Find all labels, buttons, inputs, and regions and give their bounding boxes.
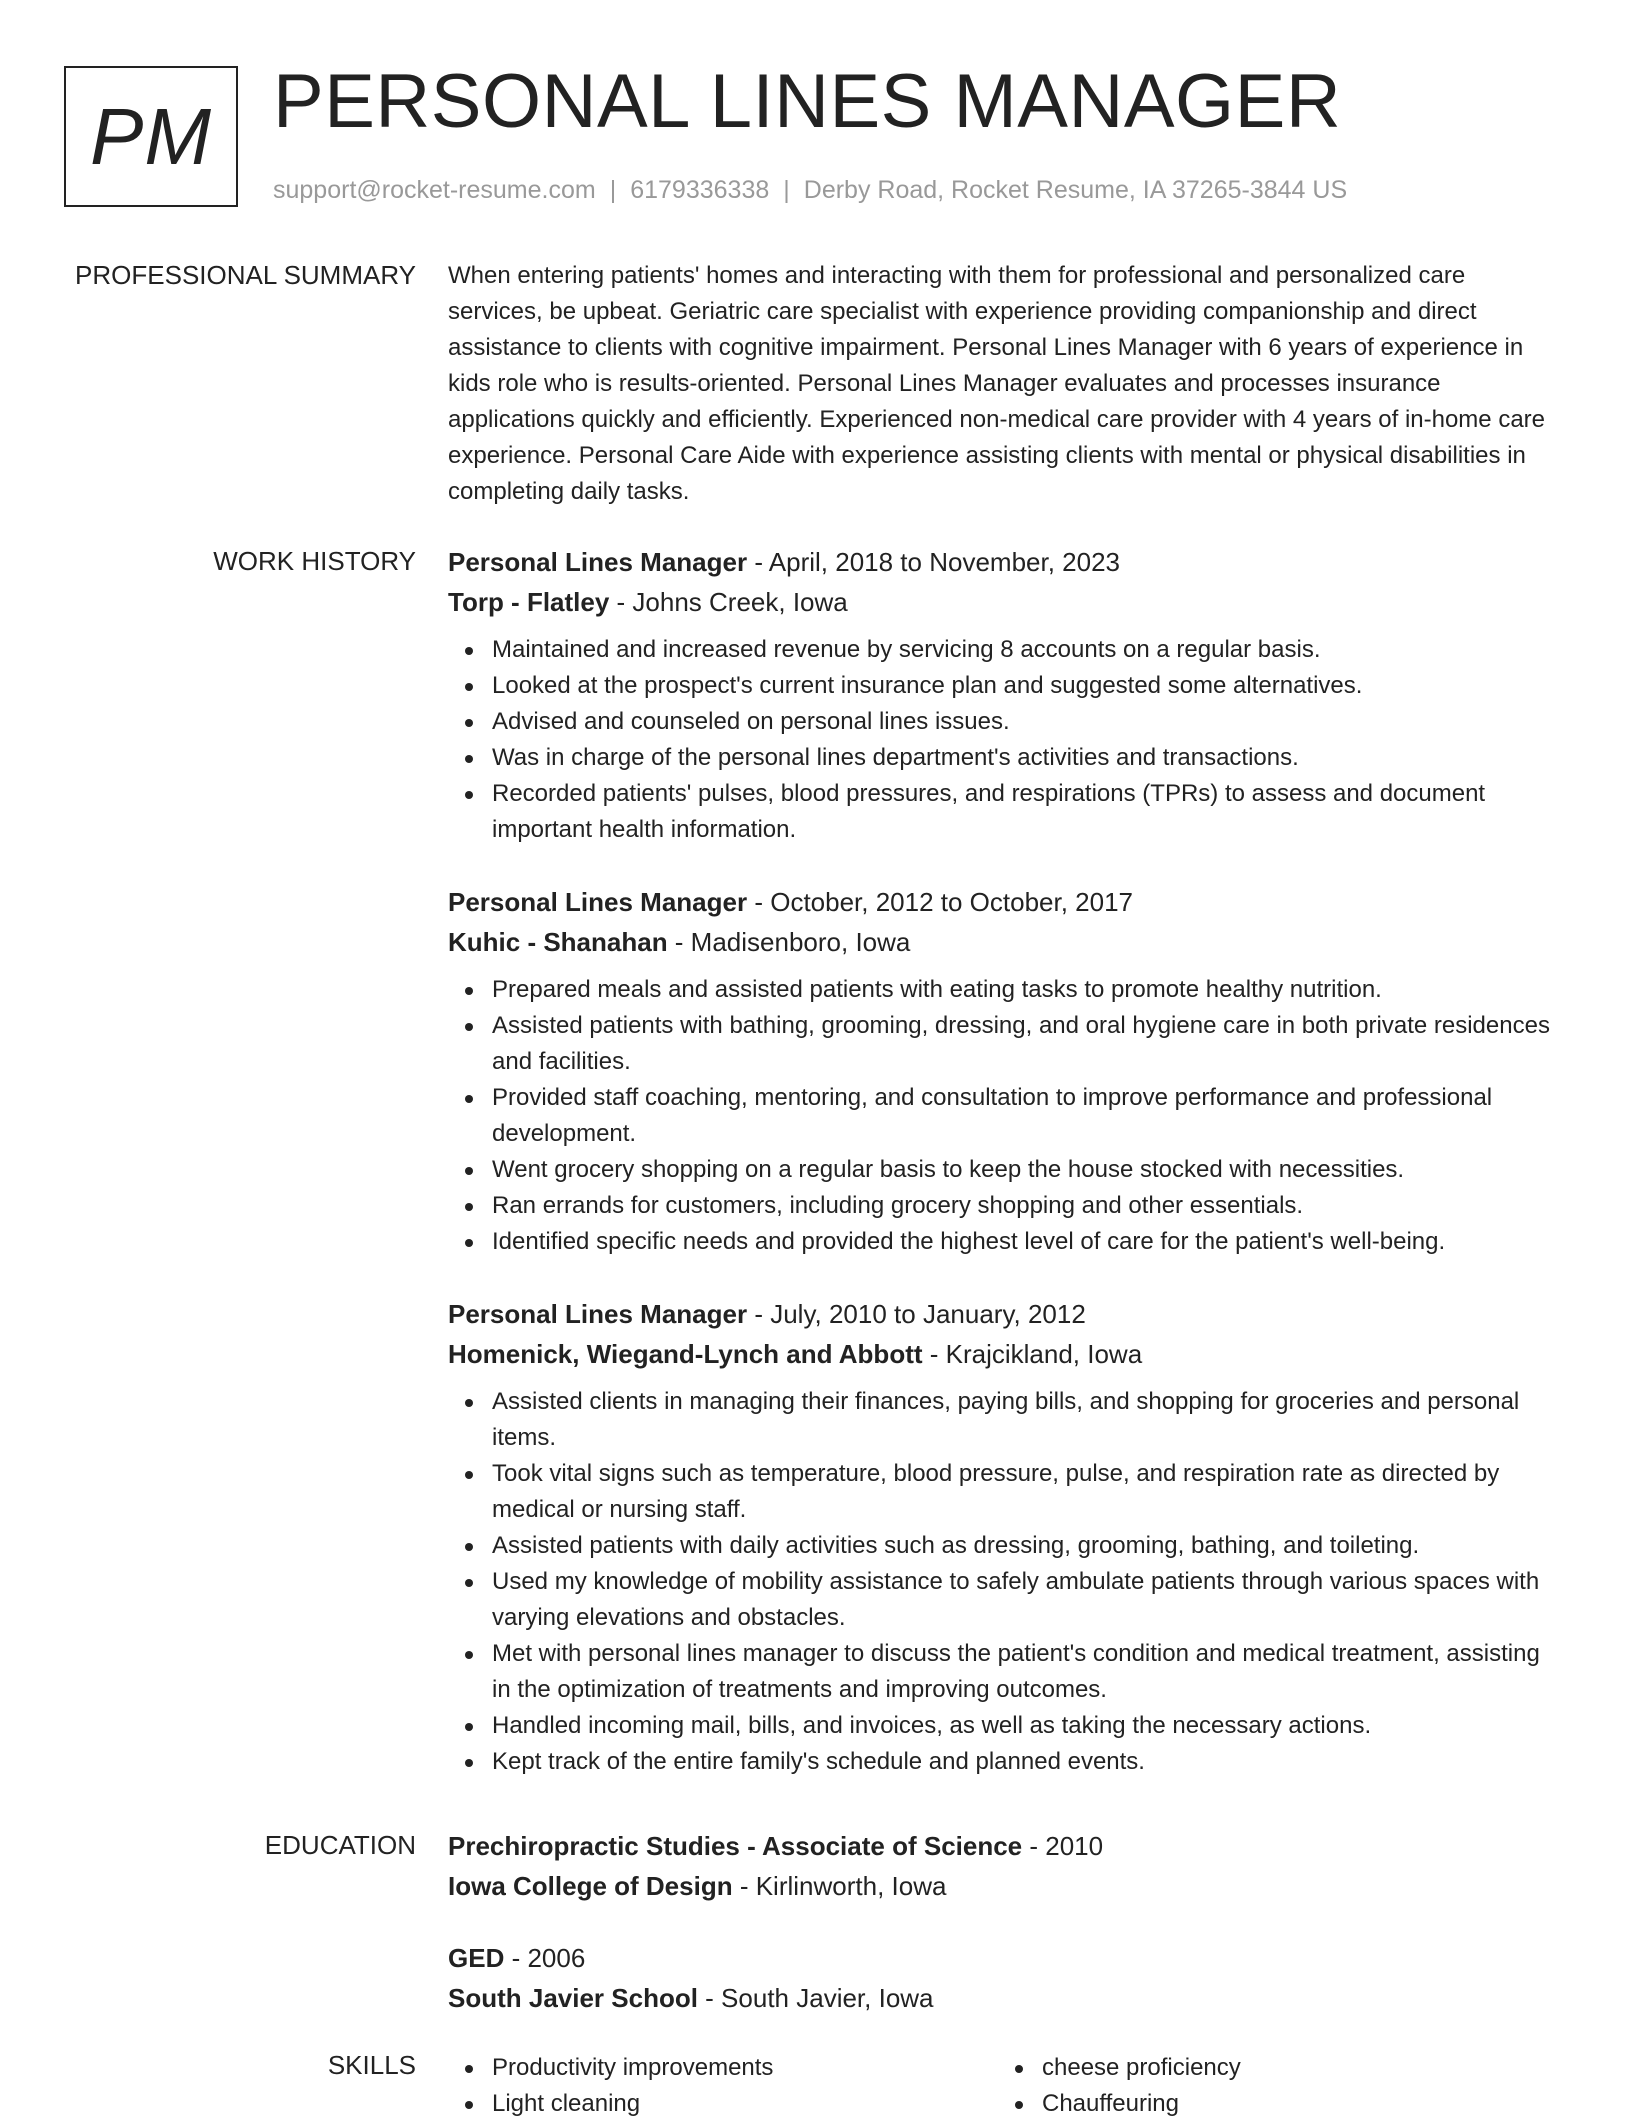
skills-grid — [448, 2050, 1560, 2122]
skills-column — [998, 2050, 1548, 2122]
summary-text: When entering patients' homes and interacting with them for professional and personalized care services, be upbeat. Geriatric care specialist with experience providing companionship and direct assistance to clients with cognitive impairment. Personal Lines Manager with 6 years of experience in kids role who is results-oriented. Personal Lines Manager evaluates and processes insurance applications quickly and efficiently. Experienced non-medical care provider with 4 years of in-home care experience. Personal Care Aide with experience assisting clients with mental or physical disabilities in completing daily tasks. — [448, 262, 1546, 505]
job-bullets — [448, 972, 1560, 1260]
skill-item: Productivity improvements — [448, 2050, 998, 2086]
list-item: Recorded patients' pulses, blood pressures, and respirations (TPRs) to assess and document important health information. — [448, 776, 1560, 848]
resume-name: PERSONAL LINES MANAGER — [273, 59, 1342, 144]
contact-address: Derby Road, Rocket Resume, IA 37265-3844 US — [803, 176, 1348, 204]
education-location: - Kirlinworth, Iowa — [732, 1871, 947, 1901]
job-location: - Krajcikland, Iowa — [922, 1339, 1143, 1369]
job-company: Torp - Flatley — [448, 587, 610, 617]
section-label: EDUCATION — [264, 1830, 416, 1860]
skill-item: Chauffeuring — [998, 2086, 1548, 2122]
education-school: South Javier School — [448, 1983, 698, 2013]
education-entry — [448, 1826, 1560, 1906]
education-school: Iowa College of Design — [448, 1871, 733, 1901]
job-title: Personal Lines Manager — [448, 887, 748, 917]
job-company-line — [448, 582, 1560, 622]
skills-column — [448, 2050, 998, 2122]
list-item: Identified specific needs and provided the highest level of care for the patient's well-being. — [448, 1224, 1560, 1260]
education-year: - 2006 — [504, 1943, 586, 1973]
job-location: - Johns Creek, Iowa — [609, 587, 848, 617]
list-item: Maintained and increased revenue by servicing 8 accounts on a regular basis. — [448, 632, 1560, 668]
contact-separator: | — [609, 176, 617, 204]
job-title-line — [448, 882, 1560, 922]
list-item: Advised and counseled on personal lines issues. — [448, 704, 1560, 740]
section-label: SKILLS — [327, 2050, 416, 2080]
contact-email[interactable]: support@rocket-resume.com — [273, 176, 596, 204]
list-item: Looked at the prospect's current insurance plan and suggested some alternatives. — [448, 668, 1560, 704]
job-company-line — [448, 1334, 1560, 1374]
job-location: - Madisenboro, Iowa — [667, 927, 911, 957]
monogram-logo — [64, 66, 238, 207]
job-dates: - April, 2018 to November, 2023 — [747, 547, 1120, 577]
job-company-line — [448, 922, 1560, 962]
job-entry — [448, 542, 1560, 848]
education-school-line — [448, 1866, 1560, 1906]
education-degree-line — [448, 1826, 1560, 1866]
list-item: Was in charge of the personal lines department's activities and transactions. — [448, 740, 1560, 776]
list-item: Ran errands for customers, including grocery shopping and other essentials. — [448, 1188, 1560, 1224]
list-item: Prepared meals and assisted patients with eating tasks to promote healthy nutrition. — [448, 972, 1560, 1008]
list-item: Went grocery shopping on a regular basis to keep the house stocked with necessities. — [448, 1152, 1560, 1188]
skill-item: cheese proficiency — [998, 2050, 1548, 2086]
job-entry — [448, 882, 1560, 1260]
section-label: PROFESSIONAL SUMMARY — [75, 260, 416, 290]
job-title: Personal Lines Manager — [448, 1299, 748, 1329]
education-degree: GED — [448, 1943, 505, 1973]
education-location: - South Javier, Iowa — [697, 1983, 934, 2013]
job-title: Personal Lines Manager — [448, 547, 748, 577]
job-entry — [448, 1294, 1560, 1780]
job-bullets — [448, 632, 1560, 848]
section-label: WORK HISTORY — [213, 546, 416, 576]
list-item: Handled incoming mail, bills, and invoices, as well as taking the necessary actions. — [448, 1708, 1560, 1744]
job-dates: - October, 2012 to October, 2017 — [747, 887, 1134, 917]
list-item: Used my knowledge of mobility assistance to safely ambulate patients through various spaces with varying elevations and obstacles. — [448, 1564, 1560, 1636]
education-degree-line — [448, 1938, 1560, 1978]
job-company: Kuhic - Shanahan — [448, 927, 668, 957]
list-item: Kept track of the entire family's schedule and planned events. — [448, 1744, 1560, 1780]
job-company: Homenick, Wiegand-Lynch and Abbott — [448, 1339, 923, 1369]
skill-item: Light cleaning — [448, 2086, 998, 2122]
monogram-text: PM — [90, 91, 212, 181]
contact-phone[interactable]: 6179336338 — [630, 176, 770, 204]
education-school-line — [448, 1978, 1560, 2018]
contact-info — [273, 176, 1347, 205]
job-bullets — [448, 1384, 1560, 1780]
list-item: Took vital signs such as temperature, blood pressure, pulse, and respiration rate as directed by medical or nursing staff. — [448, 1456, 1560, 1528]
job-title-line — [448, 1294, 1560, 1334]
list-item: Assisted patients with daily activities such as dressing, grooming, bathing, and toileting. — [448, 1528, 1560, 1564]
contact-separator: | — [783, 176, 790, 204]
list-item: Provided staff coaching, mentoring, and consultation to improve performance and professional development. — [448, 1080, 1560, 1152]
education-entry — [448, 1938, 1560, 2018]
education-degree: Prechiropractic Studies - Associate of Science — [448, 1831, 1023, 1861]
list-item: Assisted patients with bathing, grooming, dressing, and oral hygiene care in both private residences and facilities. — [448, 1008, 1560, 1080]
education-year: - 2010 — [1022, 1831, 1104, 1861]
list-item: Met with personal lines manager to discuss the patient's condition and medical treatment, assisting in the optimization of treatments and improving outcomes. — [448, 1636, 1560, 1708]
list-item: Assisted clients in managing their finances, paying bills, and shopping for groceries and personal items. — [448, 1384, 1560, 1456]
job-dates: - July, 2010 to January, 2012 — [747, 1299, 1086, 1329]
job-title-line — [448, 542, 1560, 582]
